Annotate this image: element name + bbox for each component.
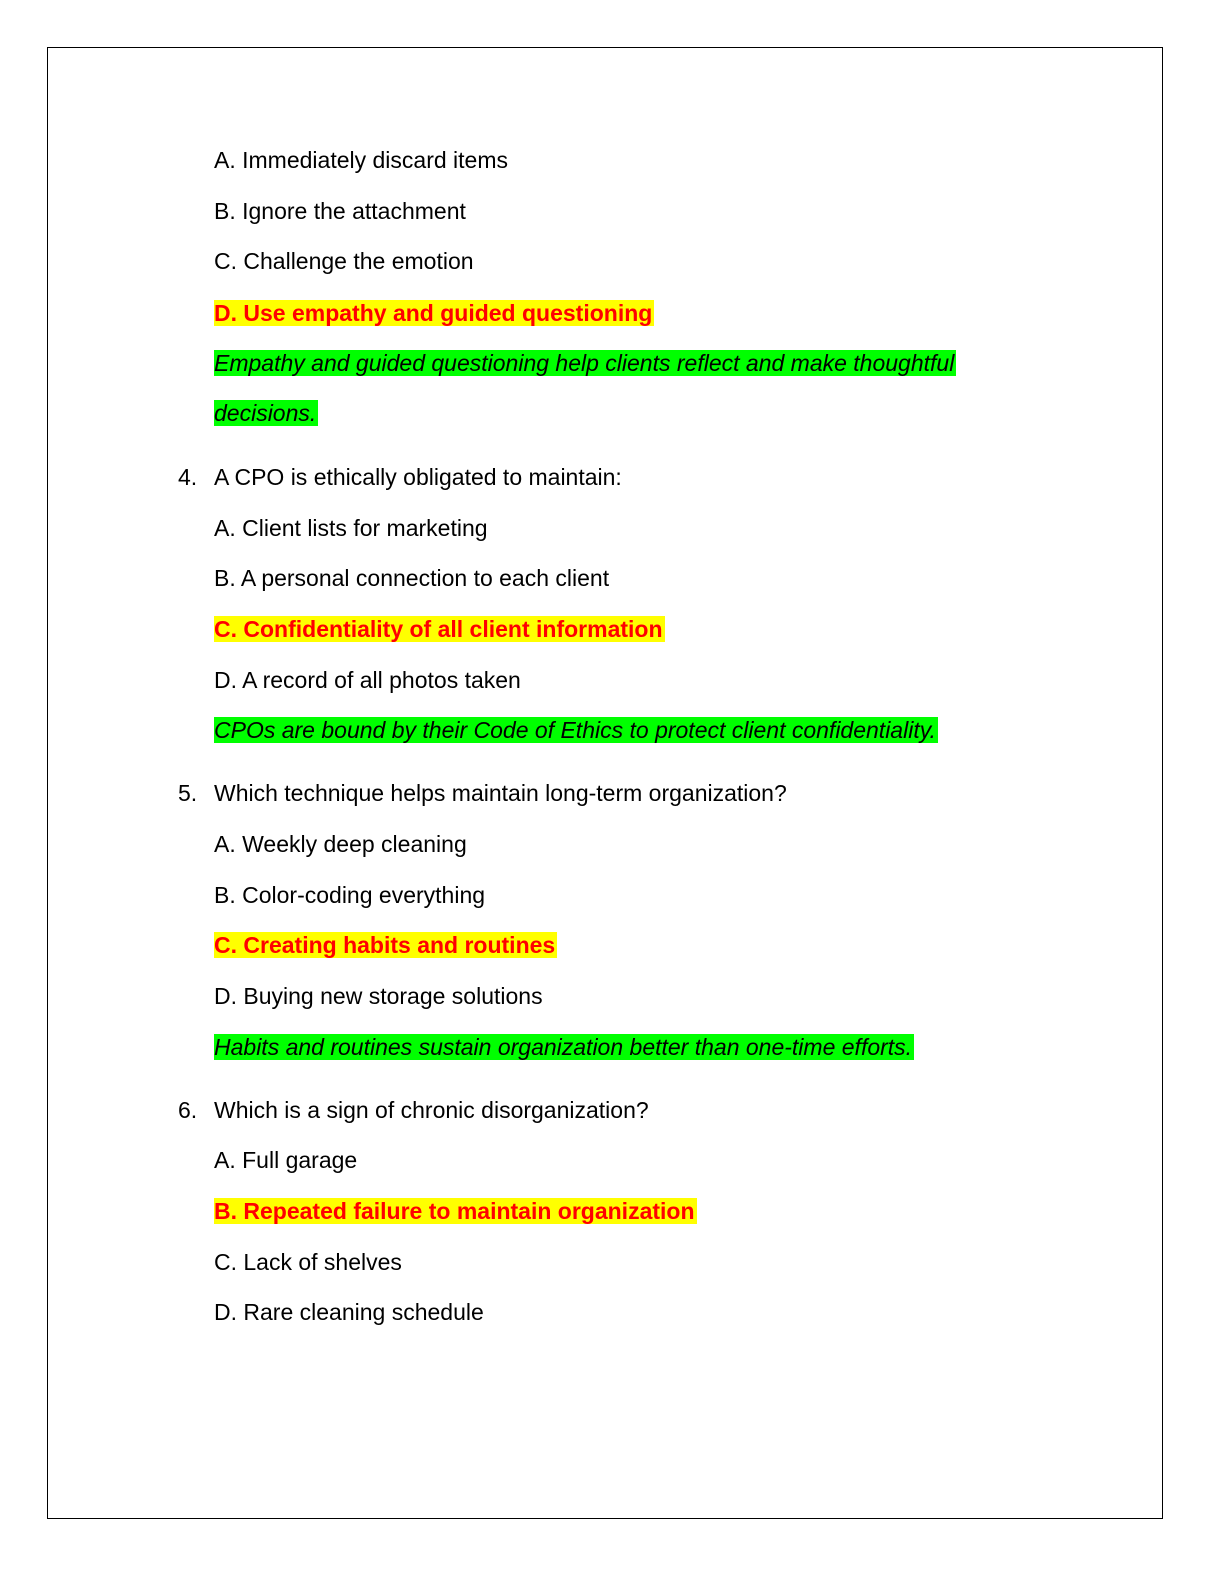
q3-explanation-cont: decisions. <box>214 400 317 426</box>
answer-highlight: D. Use empathy and guided questioning <box>214 300 653 326</box>
q6-option-c: C. Lack of shelves <box>214 1249 402 1275</box>
answer-highlight: C. Creating habits and routines <box>214 932 556 958</box>
q3-option-a: A. Immediately discard items <box>214 147 508 173</box>
q6-number: 6. <box>178 1097 198 1123</box>
q4-explanation: CPOs are bound by their Code of Ethics to protect client confidentiality. <box>214 717 936 743</box>
q6-option-b-correct <box>214 1196 697 1226</box>
q4-question: A CPO is ethically obligated to maintain: <box>214 464 622 490</box>
q3-option-c: C. Challenge the emotion <box>214 248 474 274</box>
q6-option-d: D. Rare cleaning schedule <box>214 1299 484 1325</box>
q4-option-b: B. A personal connection to each client <box>214 565 610 591</box>
q5-number: 5. <box>178 780 198 806</box>
q4-option-c-correct <box>214 614 665 644</box>
q4-option-d: D. A record of all photos taken <box>214 667 521 693</box>
q3-option-b: B. Ignore the attachment <box>214 198 466 224</box>
q4-number: 4. <box>178 464 198 490</box>
q6-question: Which is a sign of chronic disorganization? <box>214 1097 649 1123</box>
q3-explanation: Empathy and guided questioning help clients reflect and make thoughtful <box>214 350 955 376</box>
q5-option-d: D. Buying new storage solutions <box>214 983 543 1009</box>
q5-option-a: A. Weekly deep cleaning <box>214 831 467 857</box>
q5-question: Which technique helps maintain long-term organization? <box>214 780 787 806</box>
answer-highlight: C. Confidentiality of all client information <box>214 616 663 642</box>
answer-highlight: B. Repeated failure to maintain organization <box>214 1198 695 1224</box>
q4-option-a: A. Client lists for marketing <box>214 515 488 541</box>
q5-explanation: Habits and routines sustain organization better than one-time efforts. <box>214 1034 913 1060</box>
q5-option-b: B. Color-coding everything <box>214 882 486 908</box>
q5-option-c-correct <box>214 930 557 960</box>
q6-option-a: A. Full garage <box>214 1147 358 1173</box>
q3-option-d-correct <box>214 298 654 328</box>
